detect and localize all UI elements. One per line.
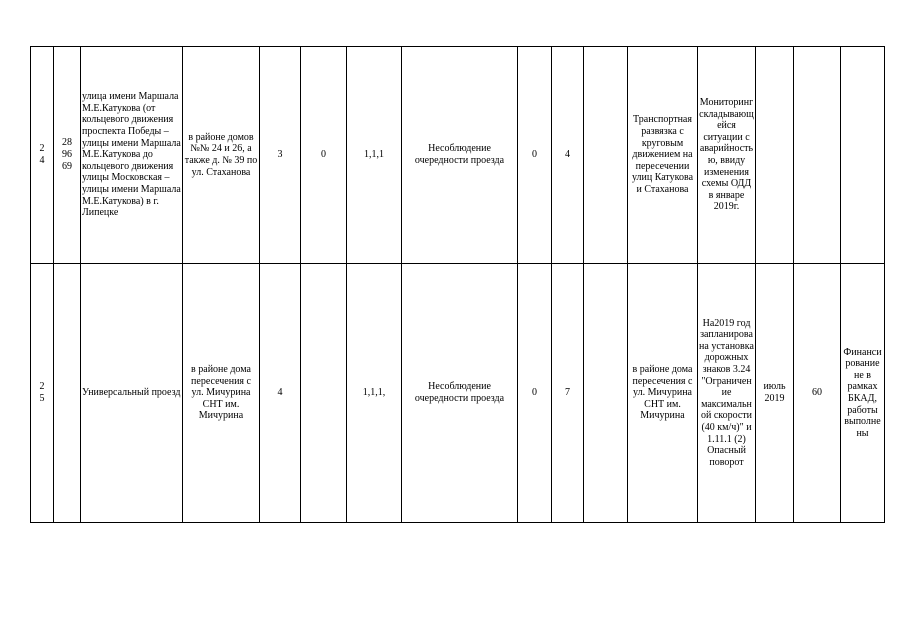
object-cell: Транспортная развязка с круговым движением на пересечении улиц Катукова и Стаханова xyxy=(628,47,698,264)
count-4-cell: 0 xyxy=(518,47,552,264)
cost-cell: 60 xyxy=(794,264,841,523)
note-cell: Финансирование не в рамках БКАД, работы выполнены xyxy=(841,264,885,523)
row-number-cell: 24 xyxy=(31,47,54,264)
measures-cell: Мониторинг складывающейся ситуации с аварийностью, ввиду изменения схемы ОДД в январе 2019г. xyxy=(698,47,756,264)
count-5-cell: 7 xyxy=(552,264,584,523)
street-cell: улица имени Маршала М.Е.Катукова (от кольцевого движения проспекта Победы – улицы имени Маршала М.Е.Катукова до кольцевого движения улицы Московская – улицы имени Маршала М.Е.Катукова) в г. Липецке xyxy=(81,47,183,264)
note-cell xyxy=(841,47,885,264)
measures-cell: На2019 год запланирована установка дорожных знаков 3.24 "Ограничение максимальной скорости (40 км/ч)" и 1.11.1 (2) Опасный поворот xyxy=(698,264,756,523)
location-cell: в районе домов №№ 24 и 26, а также д. № 39 по ул. Стаханова xyxy=(183,47,260,264)
count-4-cell: 0 xyxy=(518,264,552,523)
location-cell: в районе дома пересечения с ул. Мичурина СНТ им. Мичурина xyxy=(183,264,260,523)
code-cell xyxy=(54,264,81,523)
violation-cell: Несоблюдение очередности проезда xyxy=(402,47,518,264)
cost-cell xyxy=(794,47,841,264)
term-cell xyxy=(756,47,794,264)
count-1-cell: 4 xyxy=(260,264,301,523)
table-row xyxy=(31,264,885,523)
count-3-cell: 1,1,1, xyxy=(347,264,402,523)
count-1-cell: 3 xyxy=(260,47,301,264)
empty-cell xyxy=(584,264,628,523)
violation-cell: Несоблюдение очередности проезда xyxy=(402,264,518,523)
count-2-cell xyxy=(301,264,347,523)
object-cell: в районе дома пересечения с ул. Мичурина СНТ им. Мичурина xyxy=(628,264,698,523)
count-3-cell: 1,1,1 xyxy=(347,47,402,264)
data-table xyxy=(30,46,885,523)
table-row xyxy=(31,47,885,264)
row-number-cell: 25 xyxy=(31,264,54,523)
empty-cell xyxy=(584,47,628,264)
count-5-cell: 4 xyxy=(552,47,584,264)
count-2-cell: 0 xyxy=(301,47,347,264)
street-cell: Универсальный проезд xyxy=(81,264,183,523)
term-cell: июль 2019 xyxy=(756,264,794,523)
code-cell: 289669 xyxy=(54,47,81,264)
